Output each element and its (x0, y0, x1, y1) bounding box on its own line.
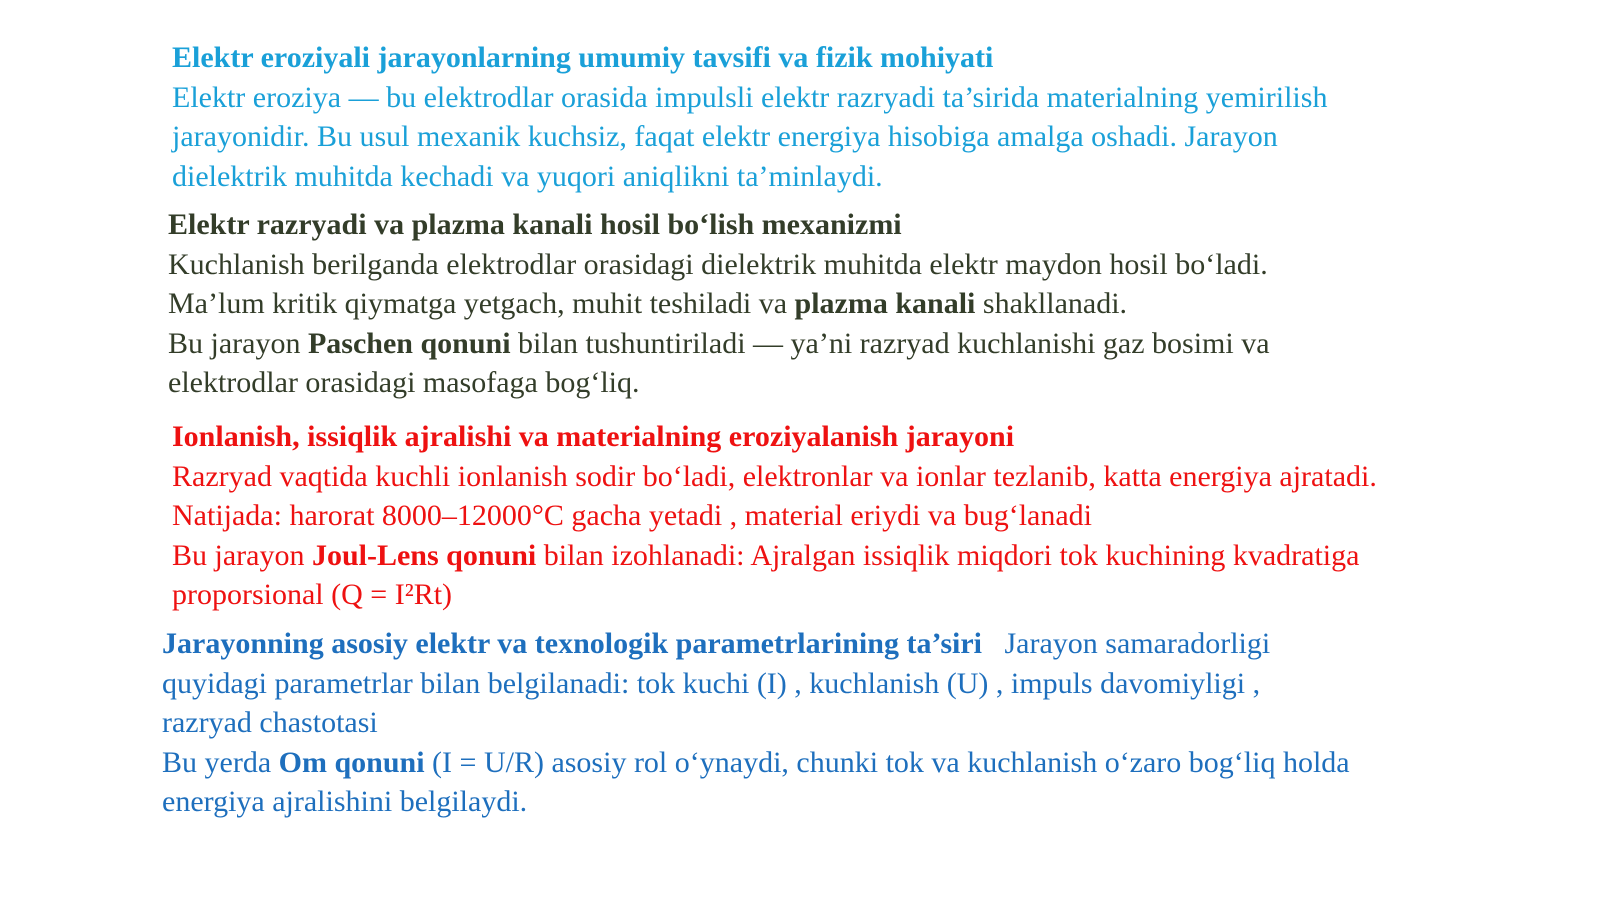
section-discharge-mechanism (168, 205, 1588, 403)
text-run: shakllanadi. (975, 287, 1128, 320)
paragraph-line: proporsional (Q = I²Rt) (172, 578, 453, 611)
paragraph-line: quyidagi parametrlar bilan belgilanadi: tok kuchi (I) , kuchlanish (U) , impuls davomiyligi , (162, 666, 1261, 700)
bold-term-joule-lenz-law: Joul-Lens qonuni (311, 538, 537, 572)
paragraph-line: jarayonidir. Bu usul mexanik kuchsiz, faqat elektr energiya hisobiga amalga oshadi. Jarayon (172, 120, 1278, 153)
text-run: bilan izohlanadi: Ajralgan issiqlik miqdori tok kuchining kvadratiga (536, 538, 1360, 572)
paragraph-line: elektrodlar orasidagi masofaga bog‘liq. (168, 366, 640, 399)
bold-term-paschen-law: Paschen qonuni (307, 326, 511, 360)
text-run: Ma’lum kritik qiymatga yetgach, muhit teshiladi va (168, 287, 795, 320)
text-run: Bu jarayon (168, 326, 308, 360)
paragraph-line (168, 284, 1588, 324)
section-parameters-influence (162, 624, 1582, 822)
section-general-description (172, 38, 1592, 196)
paragraph-line (162, 743, 1582, 783)
section-heading: Elektr razryadi va plazma kanali hosil bo‘lish mexanizmi (168, 208, 902, 241)
paragraph-line (168, 324, 1588, 364)
paragraph-line: razryad chastotasi (162, 706, 378, 739)
text-run: (I = U/R) asosiy rol o‘ynaydi, chunki tok va kuchlanish o‘zaro bog‘liq holda (424, 745, 1350, 779)
text-run: Bu yerda (162, 745, 279, 779)
section-heading: Ionlanish, issiqlik ajralishi va materialning eroziyalanish jarayoni (172, 420, 1015, 453)
section-heading: Elektr eroziyali jarayonlarning umumiy tavsifi va fizik mohiyati (172, 41, 994, 74)
bold-term-ohm-law: Om qonuni (278, 745, 425, 779)
text-run: Jarayon samaradorligi (981, 627, 1271, 660)
paragraph-line (172, 536, 1592, 576)
paragraph-line: Kuchlanish berilganda elektrodlar orasidagi dielektrik muhitda elektr maydon hosil bo‘ladi. (168, 247, 1268, 281)
text-run: Bu jarayon (172, 538, 312, 572)
section-ionization-erosion (172, 417, 1592, 615)
bold-term-plasma-channel: plazma kanali (794, 287, 976, 320)
text-run: bilan tushuntiriladi — ya’ni razryad kuchlanishi gaz bosimi va (510, 326, 1270, 360)
paragraph-line: Elektr eroziya — bu elektrodlar orasida impulsli elektr razryadi ta’sirida materialning yemirilish (172, 80, 1328, 114)
paragraph-line (162, 624, 1582, 664)
paragraph-line: Razryad vaqtida kuchli ionlanish sodir bo‘ladi, elektronlar va ionlar tezlanib, katta energiya ajratadi. (172, 459, 1377, 493)
paragraph-line: dielektrik muhitda kechadi va yuqori aniqlikni ta’minlaydi. (172, 159, 883, 193)
section-heading: Jarayonning asosiy elektr va texnologik parametrlarining ta’siri (162, 627, 982, 660)
paragraph-line: Natijada: harorat 8000–12000°C gacha yetadi , material eriydi va bug‘lanadi (172, 499, 1093, 532)
paragraph-line: energiya ajralishini belgilaydi. (162, 785, 528, 818)
